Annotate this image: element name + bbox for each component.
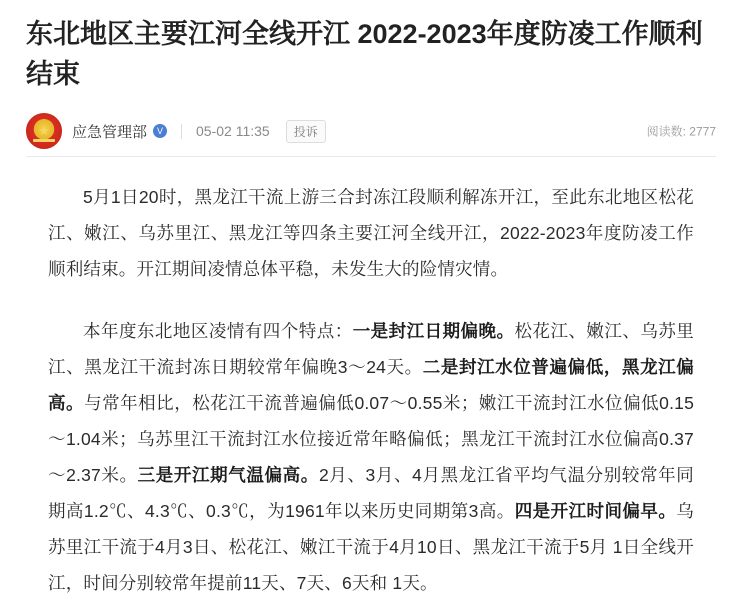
- article-body: [26, 179, 716, 601]
- paragraph-emphasis: 三是开江期气温偏高。: [137, 465, 319, 485]
- star-glyph: ★: [38, 122, 50, 138]
- national-emblem-icon: [26, 113, 62, 149]
- paragraph-emphasis: 一是封江日期偏晚。: [352, 321, 515, 341]
- source-name[interactable]: 应急管理部: [72, 123, 148, 141]
- meta-rule: [26, 156, 716, 157]
- paragraph-text: 与常年相比，松花江干流普遍偏低0.07～0.55米；嫩江干流封江水位偏低0.15～1.04米；乌苏里江干流封江水位接近常年略偏低；黑龙江干流封江水位偏高0.37～2.37米。: [48, 393, 694, 485]
- meta-divider: [181, 124, 182, 139]
- page-title: 东北地区主要江河全线开江 2022-2023年度防凌工作顺利结束: [26, 19, 703, 89]
- paragraph-text: 5月1日20时，黑龙江干流上游三合封冻江段顺利解冻开江，至此东北地区松花江、嫩江、乌苏里江、黑龙江等四条主要江河全线开江，2022-2023年度防凌工作顺利结束。开江期间凌情总体平稳，未发生大的险情灾情。: [48, 187, 694, 279]
- paragraph-text: 松花江、嫩江、乌苏里江、黑龙江干流封冻日期较常年偏晚3～24天。: [48, 321, 695, 377]
- paragraph: [48, 179, 694, 287]
- paragraph-text: 本年度东北地区凌情有四个特点：: [83, 321, 353, 341]
- paragraph-emphasis: 二是封江水位普遍偏低，黑龙江偏高。: [48, 357, 694, 413]
- paragraph-emphasis: 四是开江时间偏早。: [514, 501, 677, 521]
- verified-badge-icon: V: [153, 124, 167, 138]
- read-count: 阅读数: 2777: [646, 124, 716, 139]
- paragraph: [48, 313, 694, 601]
- paragraph-text: 乌苏里江干流于4月3日、松花江、嫩江干流于4月10日、黑龙江干流于5月 1日全线开江，时间分别较常年提前11天、7天、6天和 1天。: [48, 501, 694, 593]
- emblem-base-bar: [33, 139, 55, 142]
- article-timestamp: 05-02 11:35: [196, 123, 270, 139]
- report-button[interactable]: 投诉: [286, 120, 326, 143]
- paragraph-text: 2月、3月、4月黑龙江省平均气温分别较常年同期高1.2℃、4.3℃、0.3℃，为1961年以来历史同期第3高。: [48, 465, 694, 521]
- article-meta-row: [26, 108, 716, 154]
